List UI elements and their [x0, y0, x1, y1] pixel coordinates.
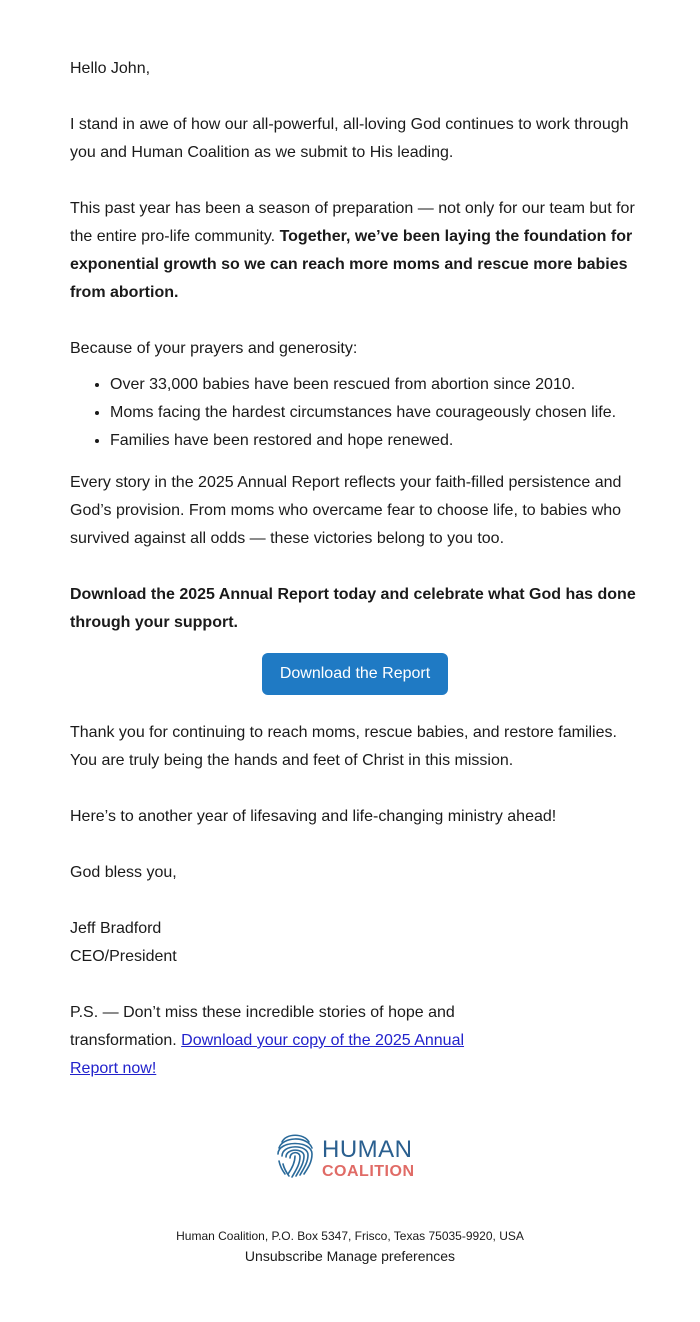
logo-word-coalition: COALITION [322, 1163, 415, 1180]
paragraph-thanks: Thank you for continuing to reach moms, rescue babies, and restore families. You are truly being the hands and feet of Christ in this mission. [70, 724, 617, 769]
cta-container [70, 653, 640, 695]
download-report-button[interactable]: Download the Report [262, 653, 448, 695]
signer-title: CEO/President [70, 948, 177, 965]
footer-address: Human Coalition, P.O. Box 5347, Frisco, Texas 75035-9920, USA [176, 1229, 524, 1243]
annual-report-link[interactable]: Download your copy of the 2025 Annual Report now! [70, 1032, 465, 1077]
impact-list [70, 371, 640, 455]
paragraph-preparation-bold: Together, we’ve been laying the foundation for exponential growth so we can reach more moms and rescue more babies from abortion. [70, 228, 633, 301]
paragraph-because: Because of your prayers and generosity: [70, 340, 358, 357]
email-content [70, 55, 640, 1111]
manage-preferences-link[interactable]: Manage preferences [326, 1248, 456, 1264]
signer-name: Jeff Bradford [70, 920, 162, 937]
human-coalition-logo[interactable] [274, 1128, 434, 1184]
closing: God bless you, [70, 864, 177, 881]
footer-links [0, 1246, 700, 1266]
signature [70, 915, 640, 971]
paragraph-stories: Every story in the 2025 Annual Report reflects your faith-filled persistence and God’s provision. From moms who overcame fear to choose life, to babies who survived against all odds — these victories belong to you too. [70, 474, 622, 547]
list-item: • Families have been restored and hope renewed. [110, 427, 640, 455]
unsubscribe-link[interactable]: Unsubscribe [244, 1248, 323, 1264]
paragraph-download-callout: Download the 2025 Annual Report today and celebrate what God has done through your support. [70, 586, 636, 631]
list-item: • Moms facing the hardest circumstances have courageously chosen life. [110, 399, 640, 427]
paragraph-another-year: Here’s to another year of lifesaving and life-changing ministry ahead! [70, 808, 557, 825]
postscript [70, 999, 470, 1083]
logo-word-human: HUMAN [322, 1136, 413, 1163]
paragraph-preparation [70, 195, 640, 307]
fingerprint-icon [274, 1128, 316, 1182]
paragraph-preparation-text: This past year has been a season of preparation — not only for our team but for the entire pro-life community. [70, 200, 635, 245]
postscript-text: P.S. — Don’t miss these incredible stories of hope and transformation. [70, 1004, 455, 1049]
greeting: Hello John, [70, 60, 151, 77]
paragraph-intro: I stand in awe of how our all-powerful, all-loving God continues to work through you and Human Coalition as we submit to His leading. [70, 116, 629, 161]
list-item: • Over 33,000 babies have been rescued from abortion since 2010. [110, 371, 640, 399]
